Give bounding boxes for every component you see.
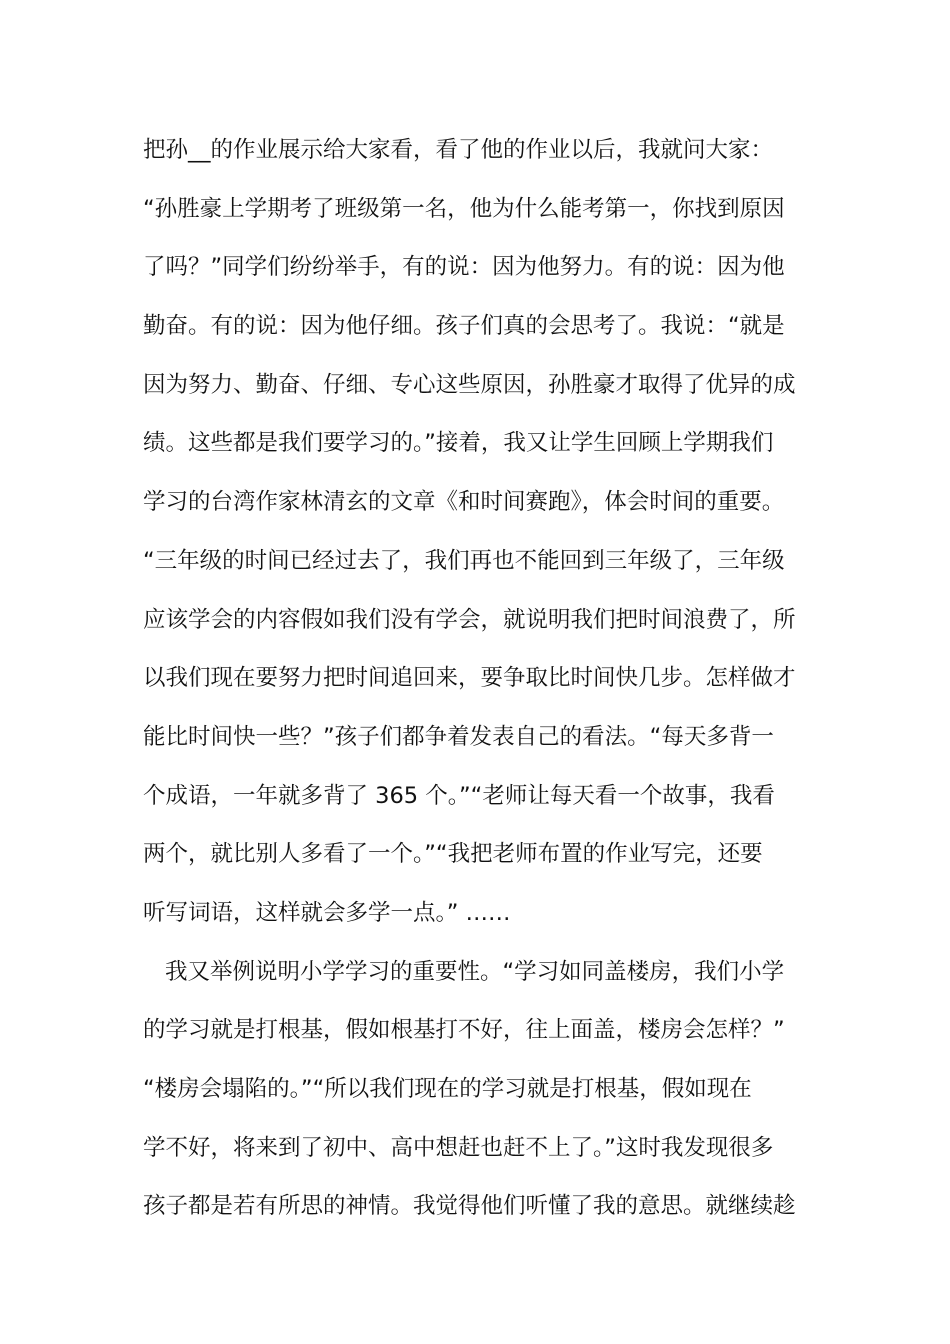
text-line: “孙胜豪上学期考了班级第一名，他为什么能考第一，你找到原因 bbox=[143, 195, 785, 222]
text-line: 学不好，将来到了初中、高中想赶也赶不上了。”这时我发现很多 bbox=[143, 1134, 774, 1161]
text-line: 应该学会的内容假如我们没有学会，就说明我们把时间浪费了，所 bbox=[143, 606, 796, 633]
text-line: 听写词语，这样就会多学一点。” …… bbox=[143, 899, 511, 926]
text-line: 把孙__的作业展示给大家看，看了他的作业以后，我就问大家： bbox=[143, 137, 774, 163]
text-line: 孩子都是若有所思的神情。我觉得他们听懂了我的意思。就继续趁 bbox=[143, 1193, 796, 1220]
text-line: 个成语，一年就多背了 365 个。”“老师让每天看一个故事，我看 bbox=[143, 782, 775, 809]
paragraph-start-line: 我又举例说明小学学习的重要性。“学习如同盖楼房，我们小学 bbox=[165, 958, 785, 985]
text-line: 绩。这些都是我们要学习的。”接着，我又让学生回顾上学期我们 bbox=[143, 430, 774, 457]
text-line: 学习的台湾作家林清玄的文章《和时间赛跑》，体会时间的重要。 bbox=[143, 489, 785, 516]
text-line: “楼房会塌陷的。”“所以我们现在的学习就是打根基，假如现在 bbox=[143, 1076, 752, 1102]
text-line: 因为努力、勤奋、仔细、专心这些原因，孙胜豪才取得了优异的成 bbox=[143, 371, 796, 398]
text-line: 勤奋。有的说：因为他仔细。孩子们真的会思考了。我说：“就是 bbox=[143, 313, 785, 340]
body-text bbox=[143, 121, 813, 1236]
text-line: 了吗？”同学们纷纷举手，有的说：因为他努力。有的说：因为他 bbox=[143, 254, 785, 281]
text-line: 以我们现在要努力把时间追回来，要争取比时间快几步。怎样做才 bbox=[143, 665, 796, 692]
text-line: 两个，就比别人多看了一个。”“我把老师布置的作业写完，还要 bbox=[143, 841, 763, 868]
text-line: 能比时间快一些？”孩子们都争着发表自己的看法。“每天多背一 bbox=[143, 723, 774, 750]
text-line: “三年级的时间已经过去了，我们再也不能回到三年级了，三年级 bbox=[143, 547, 785, 574]
text-line: 的学习就是打根基，假如根基打不好，往上面盖，楼房会怎样？” bbox=[143, 1017, 785, 1044]
